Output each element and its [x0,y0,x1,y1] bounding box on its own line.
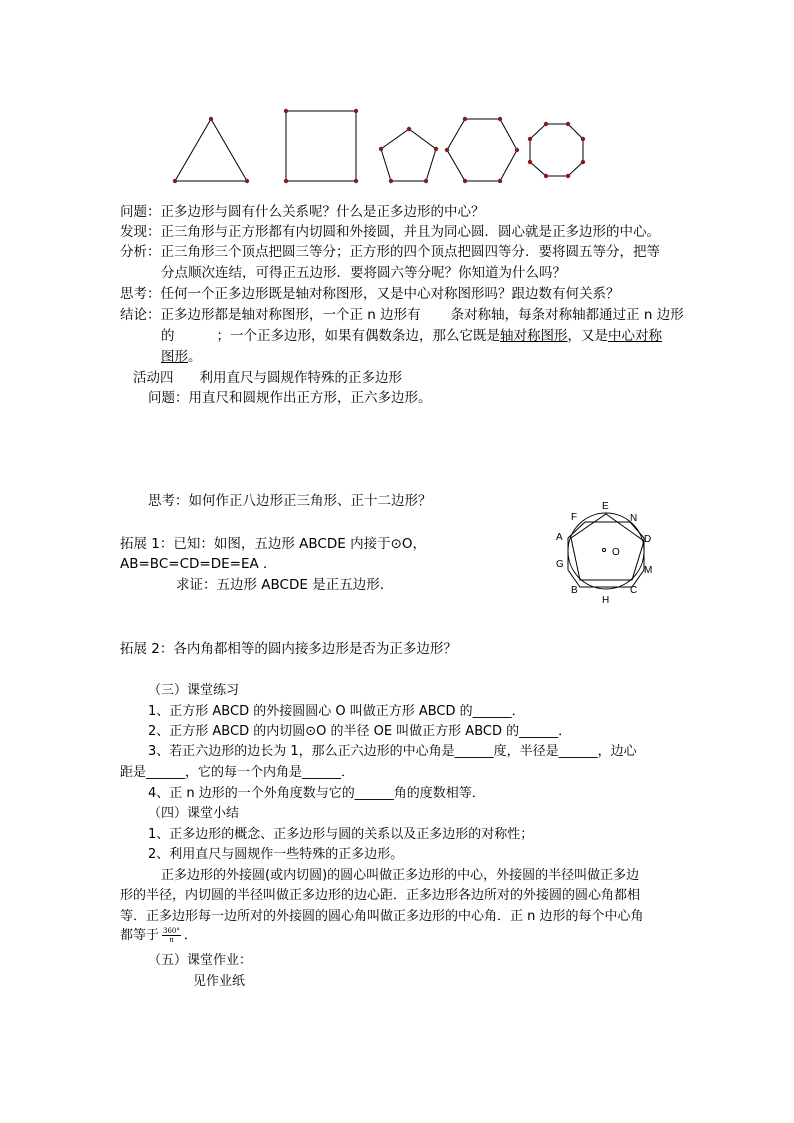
inscribed-pentagon-figure [540,495,670,610]
label-c: C [630,585,638,596]
label-m: M [644,565,653,576]
extension-two-line: 拓展 2：各内角都相等的圆内接多边形是否为正多边形？ [120,641,457,657]
label-h: H [602,595,610,606]
question-line: 问题：正多边形与圆有什么关系呢？什么是正多边形的中心？ [120,204,485,220]
pentagon-shape [381,129,436,181]
paragraph-line-4: 都等于 $\frac{360^\circ}{n}$ ． [120,927,197,944]
center-point [602,548,605,551]
label-g: G [556,559,564,570]
octagon-shape [530,124,583,176]
extension-one-line-1: 拓展 1：已知：如图，五边形 ABCDE 内接于⊙O， [120,536,427,552]
think-two-line: 思考：如何作正八边形正三角形、正十二边形？ [148,493,432,509]
homework-line: 见作业纸 [193,974,246,989]
activity-four-question: 问题：用直尺和圆规作出正方形，正六多边形。 [148,390,432,406]
section-four-heading: （四）课堂小结 [148,806,240,821]
square-shape [286,111,356,181]
activity-four-heading: 活动四 利用直尺与圆规作特殊的正多边形 [133,370,402,386]
conclusion-line-3: 图形。 [161,349,202,365]
exercise-four: 4、正 n 边形的一个外角度数与它的______角的度数相等． [148,786,485,801]
label-b: B [571,585,578,596]
label-a: A [556,532,563,543]
label-n: N [630,513,638,524]
section-five-heading: （五）课堂作业： [148,953,253,968]
paragraph-line-2: 形的半径，内切圆的半径叫做正多边形的边心距．正多边形各边所对的外接圆的圆心角都相 [120,888,641,903]
summary-one: 1、正多边形的概念、正多边形与圆的关系以及正多边形的对称性； [148,827,534,842]
paragraph-line-1: 正多边形的外接圆(或内切圆)的圆心叫做正多边形的中心，外接圆的半径叫做正多边 [161,868,640,883]
section-three-heading: （三）课堂练习 [148,683,240,698]
central-angle-fraction: $\frac{360^\circ}{n}$ [163,927,180,944]
regular-polygons-figure [0,0,794,200]
conclusion-line-1: 结论：正多边形都是轴对称图形，一个正 n 边形有 条对称轴，每条对称轴都通过正 n 边形 [120,307,684,323]
triangle-shape [175,119,247,181]
exercise-one: 1、正方形 ABCD 的外接圆圆心 O 叫做正方形 ABCD 的______． [148,704,525,719]
think-line: 思考：任何一个正多边形既是轴对称图形，又是中心对称图形吗？跟边数有何关系？ [120,286,620,302]
discovery-line: 发现：正三角形与正方形都有内切圆和外接圆，并且为同心圆．圆心就是正多边形的中心。 [120,224,660,240]
exercise-two: 2、正方形 ABCD 的内切圆⊙O 的半径 OE 叫做正方形 ABCD 的______． [148,724,572,739]
label-d: D [644,534,652,545]
label-o: O [612,547,620,558]
analysis-line-2: 分点顺次连结，可得正五边形．要将圆六等分呢？你知道为什么吗？ [161,265,566,281]
label-f: F [571,512,578,523]
exercise-three-line-1: 3、若正六边形的边长为 1，那么正六边形的中心角是______度，半径是______，边心 [148,744,637,759]
conclusion-line-2: 的 ；一个正多边形，如果有偶数条边，那么它既是轴对称图形，又是中心对称 [161,328,662,344]
extension-one-line-2: AB=BC=CD=DE=EA ． [120,556,277,572]
analysis-line-1: 分析：正三角形三个顶点把圆三等分；正方形的四个顶点把圆四等分．要将圆五等分，把等 [120,244,660,260]
summary-two: 2、利用直尺与圆规作一些特殊的正多边形。 [148,847,404,862]
label-e: E [602,501,609,512]
exercise-three-line-2: 距是______，它的每一个内角是______． [120,765,355,780]
extension-one-line-3: 求证：五边形 ABCDE 是正五边形． [176,577,394,593]
paragraph-line-3: 等．正多边形每一边所对的外接圆的圆心角叫做正多边形的中心角．正 n 边形的每个中心角 [120,909,644,924]
hexagon-shape [447,119,517,181]
